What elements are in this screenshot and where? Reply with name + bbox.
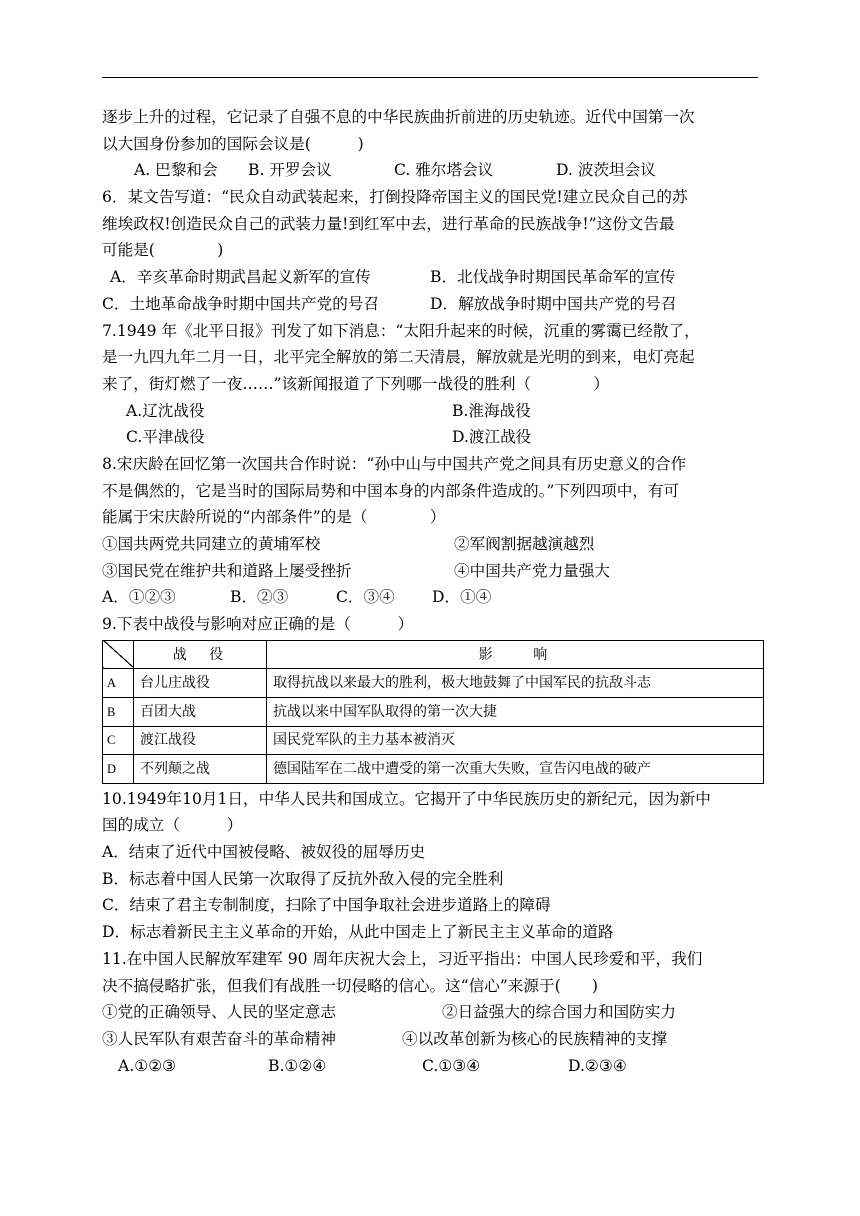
q8-stem-line-3: 能属于宋庆龄所说的“内部条件”的是（ ） <box>102 508 446 527</box>
q6-options-row-1 <box>102 264 762 291</box>
q9-header-battle-text: 战 役 <box>172 646 228 663</box>
q8-items-row-1 <box>102 531 762 558</box>
q8-options <box>102 584 762 611</box>
q7-stem-line-2: 是一九四九年二月一日，北平完全解放的第二天清晨，解放就是光明的到来，电灯亮起 <box>102 348 695 367</box>
q7-option-b[interactable]: B.淮海战役 <box>452 401 531 420</box>
q5-stem-line-2: 以大国身份参加的国际会议是( ) <box>102 134 364 153</box>
q9-table-row <box>103 755 764 784</box>
q9-row-impact: 德国陆军在二战中遭受的第一次重大失败，宣告闪电战的破产 <box>267 755 764 784</box>
q11-options <box>102 1053 762 1080</box>
q8-item-2: ②军阀割据越演越烈 <box>454 535 595 553</box>
q6-stem-line-1: 6．某文告写道：“民众自动武装起来，打倒投降帝国主义的国民党!建立民众自己的苏 <box>102 188 688 207</box>
q10-option-a[interactable]: A．结束了近代中国被侵略、被奴役的屈辱历史 <box>102 843 426 862</box>
q7-stem-line-3: 来了，街灯燃了一夜……”该新闻报道了下列哪一战役的胜利（ ） <box>102 374 609 393</box>
q9-table <box>102 640 764 784</box>
q9-stem: 9.下表中战役与影响对应正确的是（ ） <box>102 615 414 634</box>
q11-stem-line-1: 11.在中国人民解放军建军 90 周年庆祝大会上，习近平指出：中国人民珍爱和平，我们 <box>102 949 703 968</box>
q10-option-d[interactable]: D．标志着新民主主义革命的开始，从此中国走上了新民主主义革命的道路 <box>102 923 614 942</box>
q9-row-impact: 抗战以来中国军队取得的第一次大捷 <box>267 697 764 726</box>
q9-table-row <box>103 697 764 726</box>
q8-option-a[interactable]: A．①②③ <box>102 588 176 607</box>
q6-stem-line-3: 可能是( ) <box>102 241 224 260</box>
q11-items-row-1 <box>102 999 762 1026</box>
exam-page <box>102 104 762 1079</box>
q9-table-row <box>103 726 764 755</box>
q10-option-b[interactable]: B．标志着中国人民第一次取得了反抗外敌入侵的完全胜利 <box>102 869 504 888</box>
q8-stem-line-1: 8.宋庆龄在回忆第一次国共合作时说：“孙中山与中国共产党之间具有历史意义的合作 <box>102 454 687 473</box>
q9-row-battle: 不列颠之战 <box>134 755 267 784</box>
q6-option-b[interactable]: B．北伐战争时期国民革命军的宣传 <box>430 268 676 287</box>
q9-row-letter: C <box>103 726 134 755</box>
q6-options-row-2 <box>102 291 762 318</box>
q11-option-d[interactable]: D.②③④ <box>568 1056 627 1075</box>
q9-row-letter: D <box>103 755 134 784</box>
q11-item-3: ③人民军队有艰苦奋斗的革命精神 <box>102 1029 336 1048</box>
q9-table-header-row <box>103 640 764 669</box>
q11-option-a[interactable]: A.①②③ <box>118 1056 177 1075</box>
q7-options-row-2 <box>102 424 762 451</box>
q11-item-2: ②日益强大的综合国力和国防实力 <box>442 1003 676 1022</box>
q8-items-row-2 <box>102 558 762 585</box>
q5-option-a[interactable]: A. 巴黎和会 <box>134 161 218 180</box>
q8-option-c[interactable]: C．③④ <box>336 588 395 607</box>
q11-item-1: ①党的正确领导、人民的坚定意志 <box>102 1003 336 1022</box>
q6-option-d[interactable]: D．解放战争时期中国共产党的号召 <box>430 294 677 313</box>
q10-option-c[interactable]: C．结束了君主专制制度，扫除了中国争取社会进步道路上的障碍 <box>102 896 551 915</box>
q7-option-d[interactable]: D.渡江战役 <box>452 428 532 447</box>
q6-option-a[interactable]: A．辛亥革命时期武昌起义新军的宣传 <box>110 268 371 287</box>
q5-option-b[interactable]: B. 开罗会议 <box>248 161 332 180</box>
q10-stem-line-1: 10.1949年10月1日，中华人民共和国成立。它揭开了中华民族历史的新纪元，因为新中 <box>102 789 711 808</box>
q9-row-battle: 百团大战 <box>134 697 267 726</box>
q11-stem-line-2: 决不搞侵略扩张，但我们有战胜一切侵略的信心。这“信心”来源于( ) <box>102 976 598 995</box>
q11-item-4: ④以改革创新为核心的民族精神的支撑 <box>402 1029 668 1048</box>
q11-option-c[interactable]: C.①③④ <box>422 1056 481 1075</box>
q5-stem-line-1: 逐步上升的过程，它记录了自强不息的中华民族曲折前进的历史轨迹。近代中国第一次 <box>102 108 695 126</box>
q9-table-corner-cell <box>103 640 134 669</box>
q6-stem-line-2: 维埃政权!创造民众自己的武装力量!到红军中去，进行革命的民族战争!”这份文告最 <box>102 214 675 233</box>
q8-item-1: ①国共两党共同建立的黄埔军校 <box>102 535 321 553</box>
q9-row-letter: A <box>103 669 134 698</box>
header-rule <box>102 77 758 78</box>
q9-row-letter: B <box>103 697 134 726</box>
q7-option-c[interactable]: C.平津战役 <box>126 428 205 447</box>
q8-item-3: ③国民党在维护共和道路上屡受挫折 <box>102 561 352 580</box>
q10-stem-line-2: 国的成立（ ） <box>102 816 243 835</box>
q8-item-4: ④中国共产党力量强大 <box>454 561 610 580</box>
q7-option-a[interactable]: A.辽沈战役 <box>126 401 205 420</box>
q5-option-d[interactable]: D. 波茨坦会议 <box>556 161 656 180</box>
q8-option-d[interactable]: D．①④ <box>432 588 492 607</box>
q5-option-c[interactable]: C. 雅尔塔会议 <box>394 161 494 180</box>
q6-option-c[interactable]: C．土地革命战争时期中国共产党的号召 <box>102 294 380 313</box>
q9-header-impact-text: 影 响 <box>478 646 552 663</box>
q9-row-battle: 台儿庄战役 <box>134 669 267 698</box>
q8-option-b[interactable]: B．②③ <box>230 588 289 607</box>
q7-options-row-1 <box>102 398 762 425</box>
q9-row-battle: 渡江战役 <box>134 726 267 755</box>
q9-header-impact <box>267 640 764 669</box>
q8-stem-line-2: 不是偶然的，它是当时的国际局势和中国本身的内部条件造成的。”下列四项中，有可 <box>102 481 680 500</box>
q9-row-impact: 取得抗战以来最大的胜利，极大地鼓舞了中国军民的抗敌斗志 <box>267 669 764 698</box>
q11-items-row-2 <box>102 1026 762 1053</box>
q9-header-battle <box>134 640 267 669</box>
q5-options <box>102 157 762 184</box>
q9-table-row <box>103 669 764 698</box>
q9-row-impact: 国民党军队的主力基本被消灭 <box>267 726 764 755</box>
q11-option-b[interactable]: B.①②④ <box>268 1056 327 1075</box>
q7-stem-line-1: 7.1949 年《北平日报》刊发了如下消息：“太阳升起来的时候，沉重的雾霭已经散了， <box>102 321 700 340</box>
